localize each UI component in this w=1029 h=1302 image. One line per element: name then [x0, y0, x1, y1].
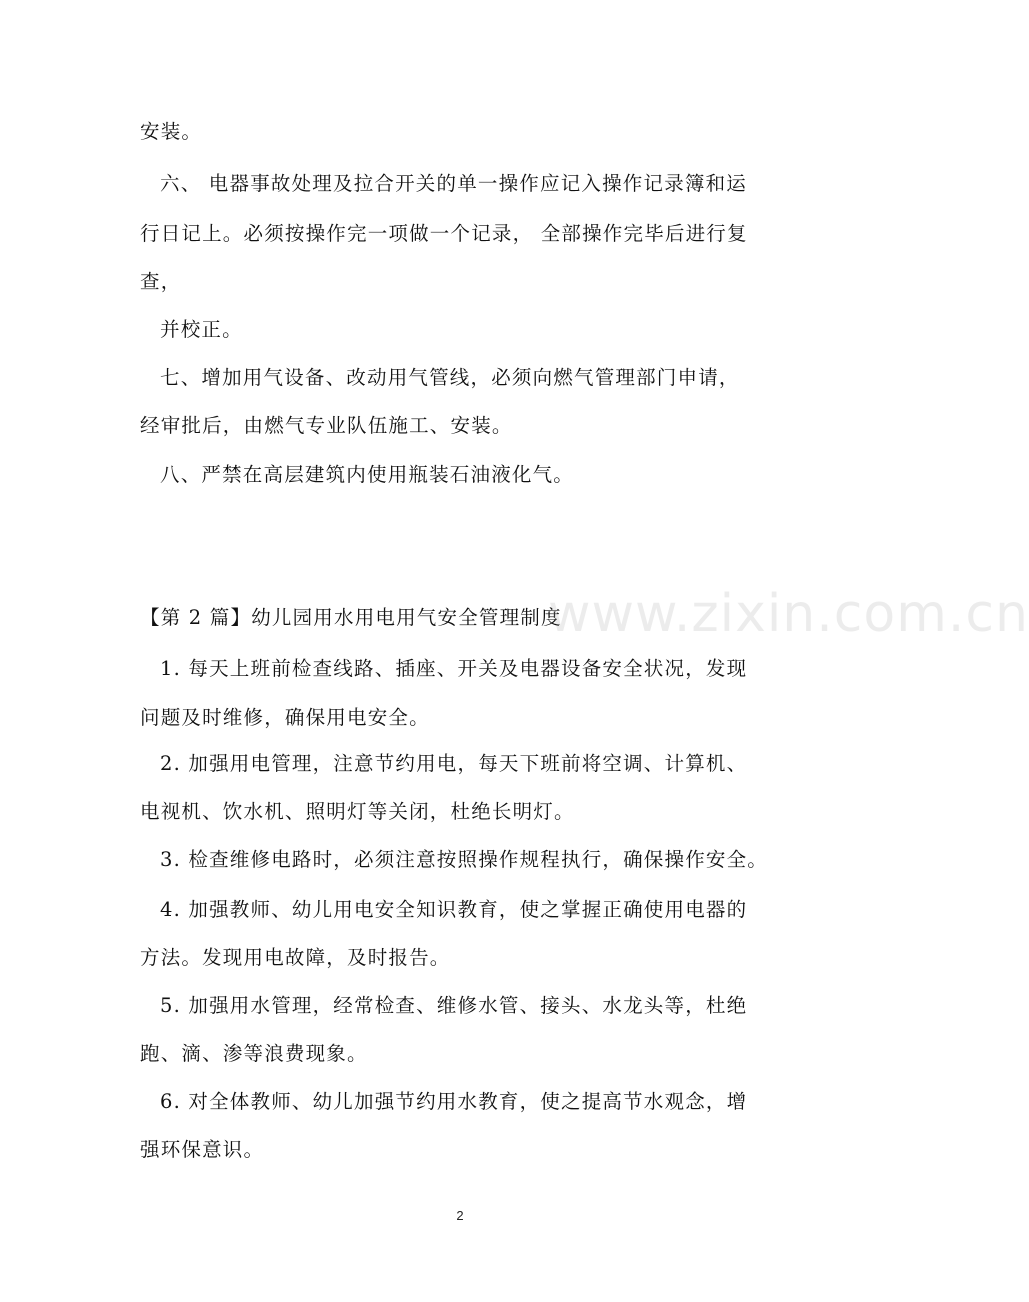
list-item-text: 3. 检查维修电路时，必须注意按照操作规程执行，确保操作安全。 [160, 848, 769, 871]
section-heading: 【第 2 篇】幼儿园用水用电用气安全管理制度 [140, 606, 562, 629]
body-text-line: 行日记上。必须按操作完一项做一个记录， 全部操作完毕后进行复 [140, 222, 748, 245]
page-number: 2 [456, 1208, 464, 1223]
list-item-text: 2. 加强用电管理，注意节约用电，每天下班前将空调、计算机、 [160, 752, 748, 775]
body-text-line: 经审批后，由燃气专业队伍施工、安装。 [140, 414, 513, 437]
list-item-text: 跑、滴、渗等浪费现象。 [140, 1042, 368, 1065]
list-item-text: 强环保意识。 [140, 1138, 265, 1161]
list-item-text: 5. 加强用水管理，经常检查、维修水管、接头、水龙头等，杜绝 [160, 994, 748, 1017]
watermark: www.zixin.com.cn [548, 584, 1029, 644]
body-text-line: 七、增加用气设备、改动用气管线，必须向燃气管理部门申请， [160, 366, 740, 389]
body-text-line: 查， [140, 270, 182, 293]
body-text-line: 八、严禁在高层建筑内使用瓶装石油液化气。 [160, 463, 575, 486]
list-item-text: 1. 每天上班前检查线路、插座、开关及电器设备安全状况，发现 [160, 657, 748, 680]
body-text-line: 并校正。 [160, 318, 243, 341]
list-item-text: 方法。发现用电故障，及时报告。 [140, 946, 451, 969]
list-item-text: 6. 对全体教师、幼儿加强节约用水教育，使之提高节水观念，增 [160, 1090, 748, 1113]
list-item-text: 问题及时维修，确保用电安全。 [140, 706, 430, 729]
body-text-line: 六、 电器事故处理及拉合开关的单一操作应记入操作记录簿和运 [160, 172, 747, 195]
body-text-line: 安装。 [140, 120, 203, 143]
list-item-text: 4. 加强教师、幼儿用电安全知识教育，使之掌握正确使用电器的 [160, 898, 748, 921]
list-item-text: 电视机、饮水机、照明灯等关闭，杜绝长明灯。 [140, 800, 575, 823]
